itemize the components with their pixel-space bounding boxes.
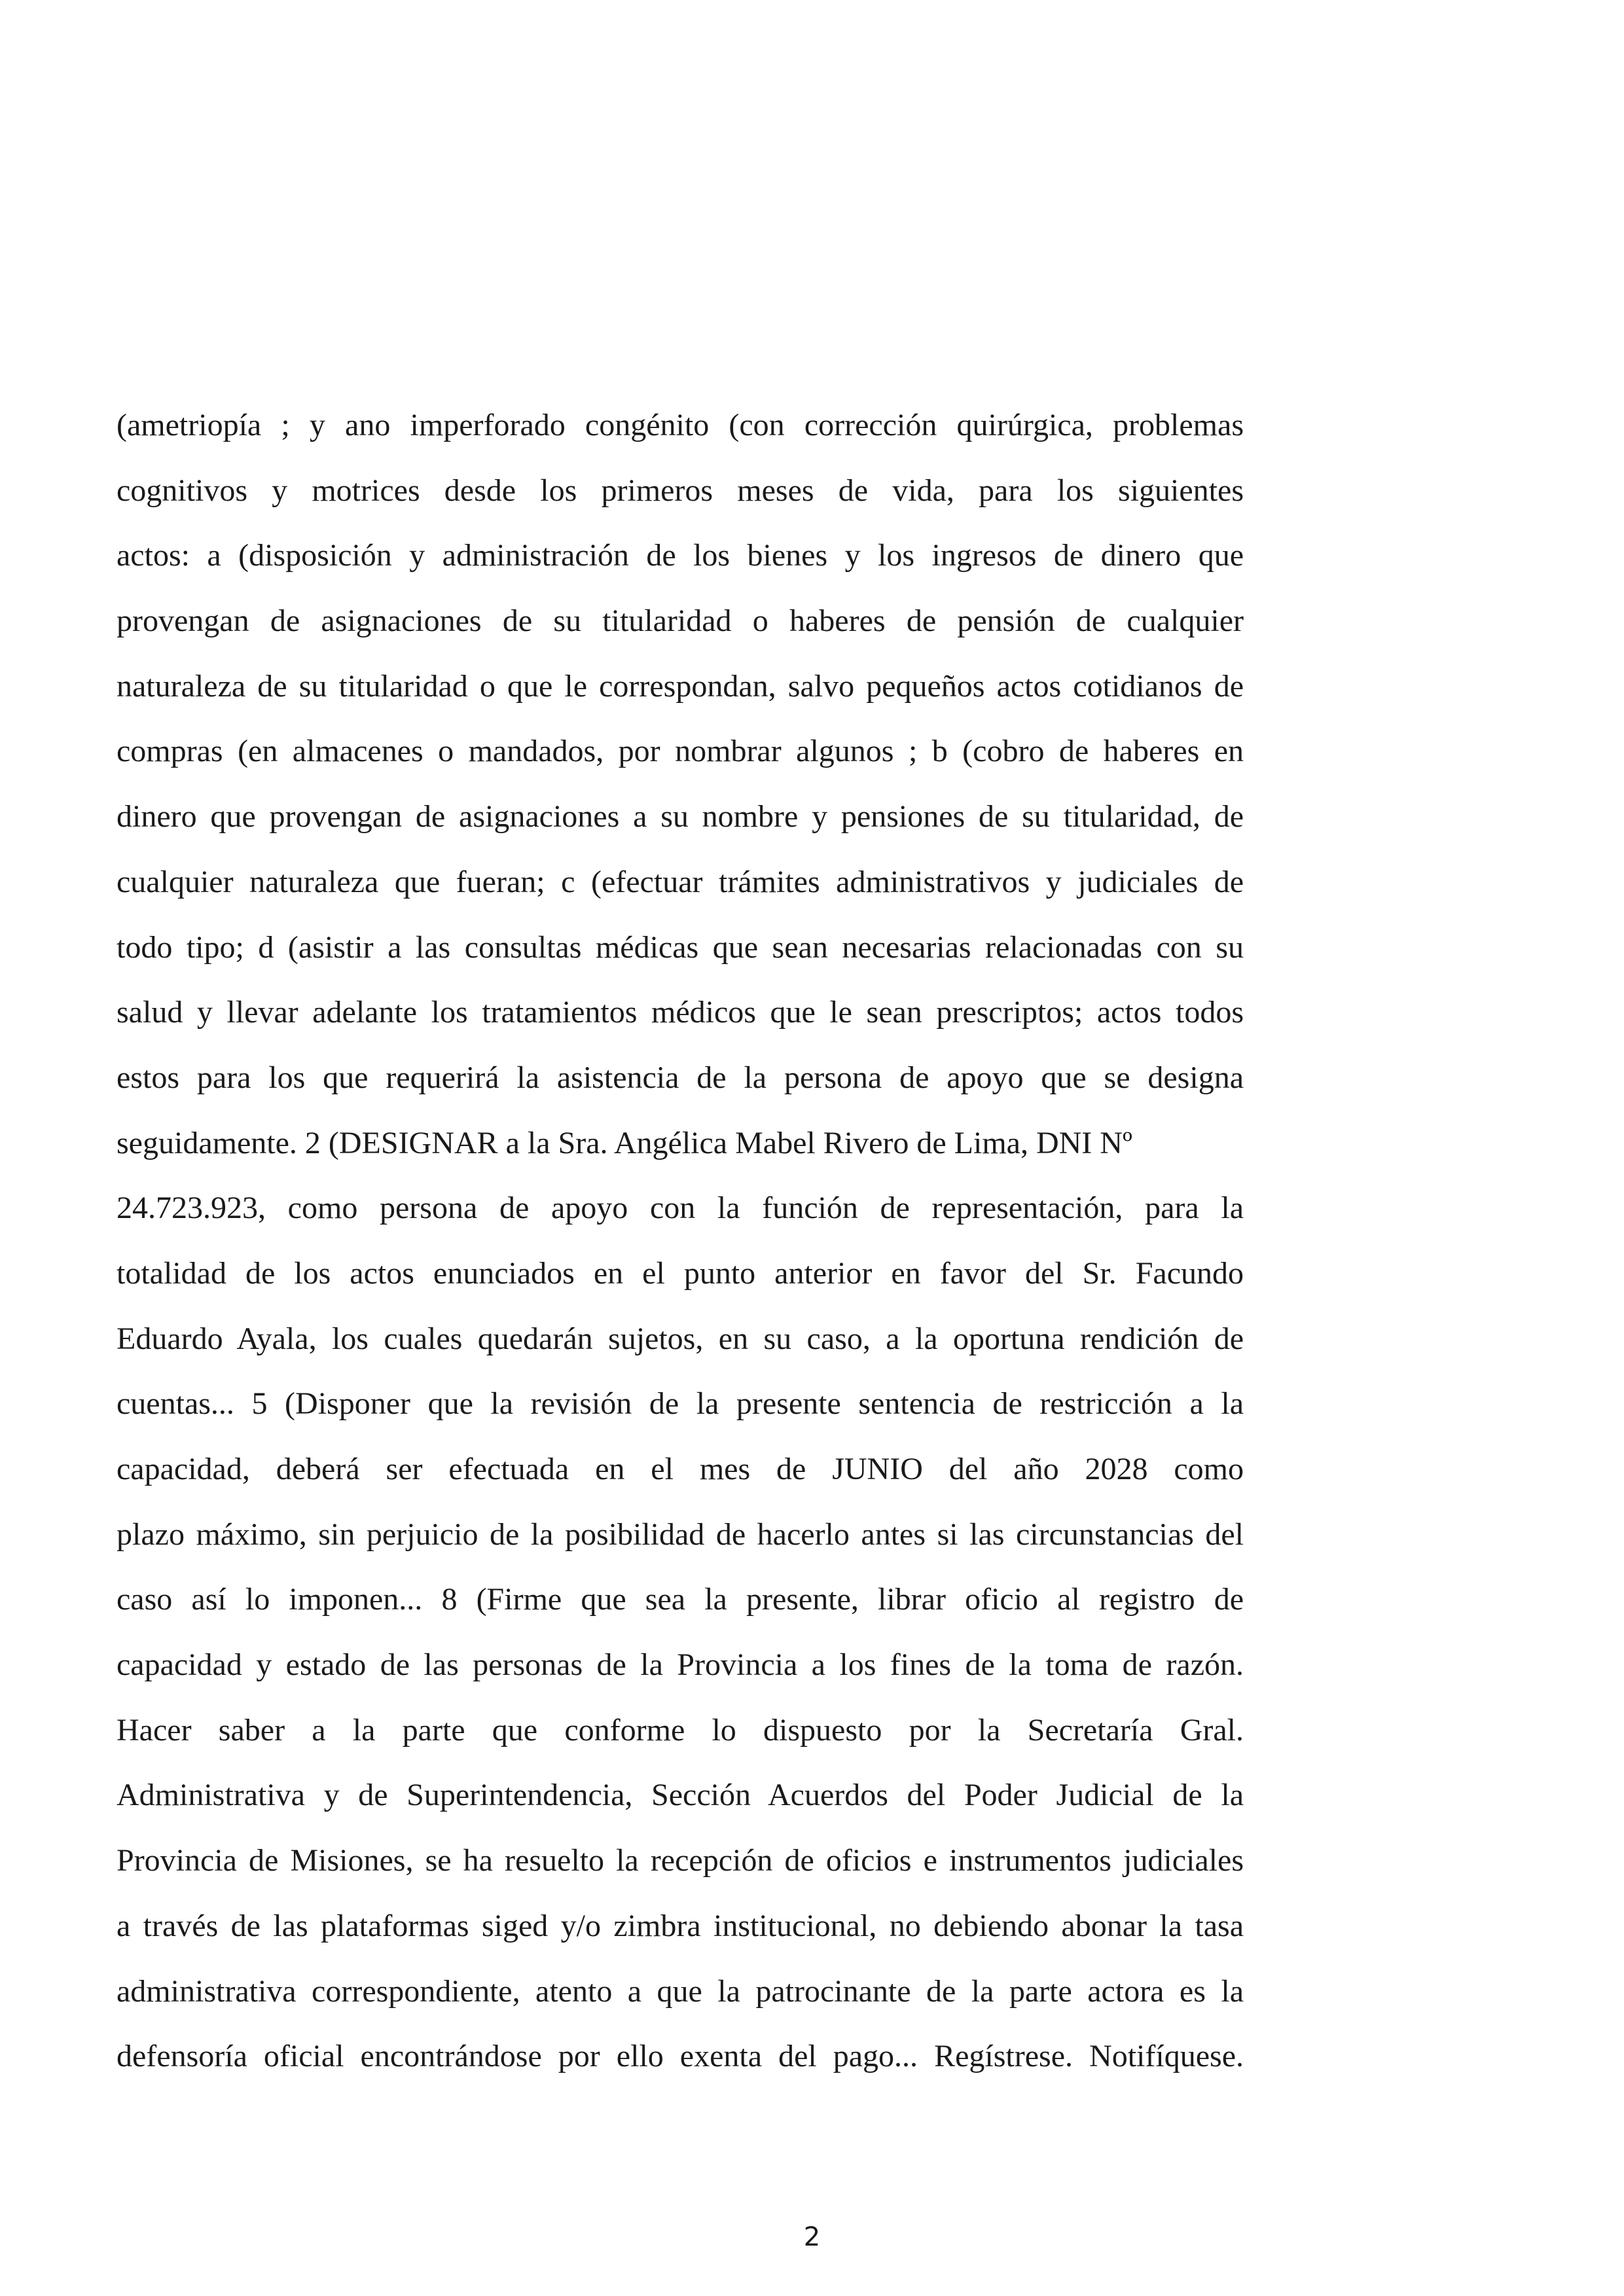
text-line: salud y llevar adelante los tratamientos médicos que le sean prescriptos; actos todos	[117, 995, 1244, 1030]
text-line: cognitivos y motrices desde los primeros meses de vida, para los siguientes	[117, 473, 1244, 508]
text-line: totalidad de los actos enunciados en el punto anterior en favor del Sr. Facundo	[117, 1255, 1244, 1291]
text-line: defensoría oficial encontrándose por ello exenta del pago... Regístrese. Notifíquese.	[117, 2039, 1244, 2074]
text-line: seguidamente. 2 (DESIGNAR a la Sra. Angélica Mabel Rivero de Lima, DNI Nº	[117, 1125, 1132, 1160]
text-line: plazo máximo, sin perjuicio de la posibilidad de hacerlo antes si las circunstancias del	[117, 1516, 1244, 1552]
text-line: provengan de asignaciones de su titularidad o haberes de pensión de cualquier	[117, 603, 1244, 639]
text-line: naturaleza de su titularidad o que le correspondan, salvo pequeños actos cotidianos de	[117, 668, 1244, 704]
text-line: cuentas... 5 (Disponer que la revisión de la presente sentencia de restricción a la	[117, 1386, 1244, 1422]
text-line: actos: a (disposición y administración de los bienes y los ingresos de dinero que	[117, 538, 1244, 573]
body-paragraph	[117, 393, 1244, 2089]
text-line: a través de las plataformas siged y/o zimbra institucional, no debiendo abonar la tasa	[117, 1908, 1244, 1943]
text-line: todo tipo; d (asistir a las consultas médicas que sean necesarias relacionadas con su	[117, 929, 1244, 965]
text-line: Provincia de Misiones, se ha resuelto la recepción de oficios e instrumentos judiciales	[117, 1843, 1244, 1878]
text-line: estos para los que requerirá la asistencia de la persona de apoyo que se designa	[117, 1060, 1244, 1095]
text-line: dinero que provengan de asignaciones a su nombre y pensiones de su titularidad, de	[117, 799, 1244, 834]
text-line: compras (en almacenes o mandados, por nombrar algunos ; b (cobro de haberes en	[117, 734, 1244, 769]
text-line: Eduardo Ayala, los cuales quedarán sujetos, en su caso, a la oportuna rendición de	[117, 1321, 1244, 1356]
text-line: capacidad y estado de las personas de la Provincia a los fines de la toma de razón.	[117, 1647, 1244, 1683]
page-number: 2	[803, 2222, 821, 2252]
text-line: (ametriopía ; y ano imperforado congénito (con corrección quirúrgica, problemas	[117, 408, 1244, 442]
text-line: administrativa correspondiente, atento a que la patrocinante de la parte actora es la	[117, 1973, 1244, 2009]
text-line: Hacer saber a la parte que conforme lo dispuesto por la Secretaría Gral.	[117, 1712, 1244, 1748]
text-line: 24.723.923, como persona de apoyo con la función de representación, para la	[117, 1191, 1244, 1226]
text-line: caso así lo imponen... 8 (Firme que sea la presente, librar oficio al registro de	[117, 1582, 1244, 1617]
text-line: capacidad, deberá ser efectuada en el mes de JUNIO del año 2028 como	[117, 1452, 1244, 1486]
text-line: Administrativa y de Superintendencia, Sección Acuerdos del Poder Judicial de la	[117, 1778, 1244, 1813]
text-line: cualquier naturaleza que fueran; c (efectuar trámites administrativos y judiciales de	[117, 864, 1244, 899]
